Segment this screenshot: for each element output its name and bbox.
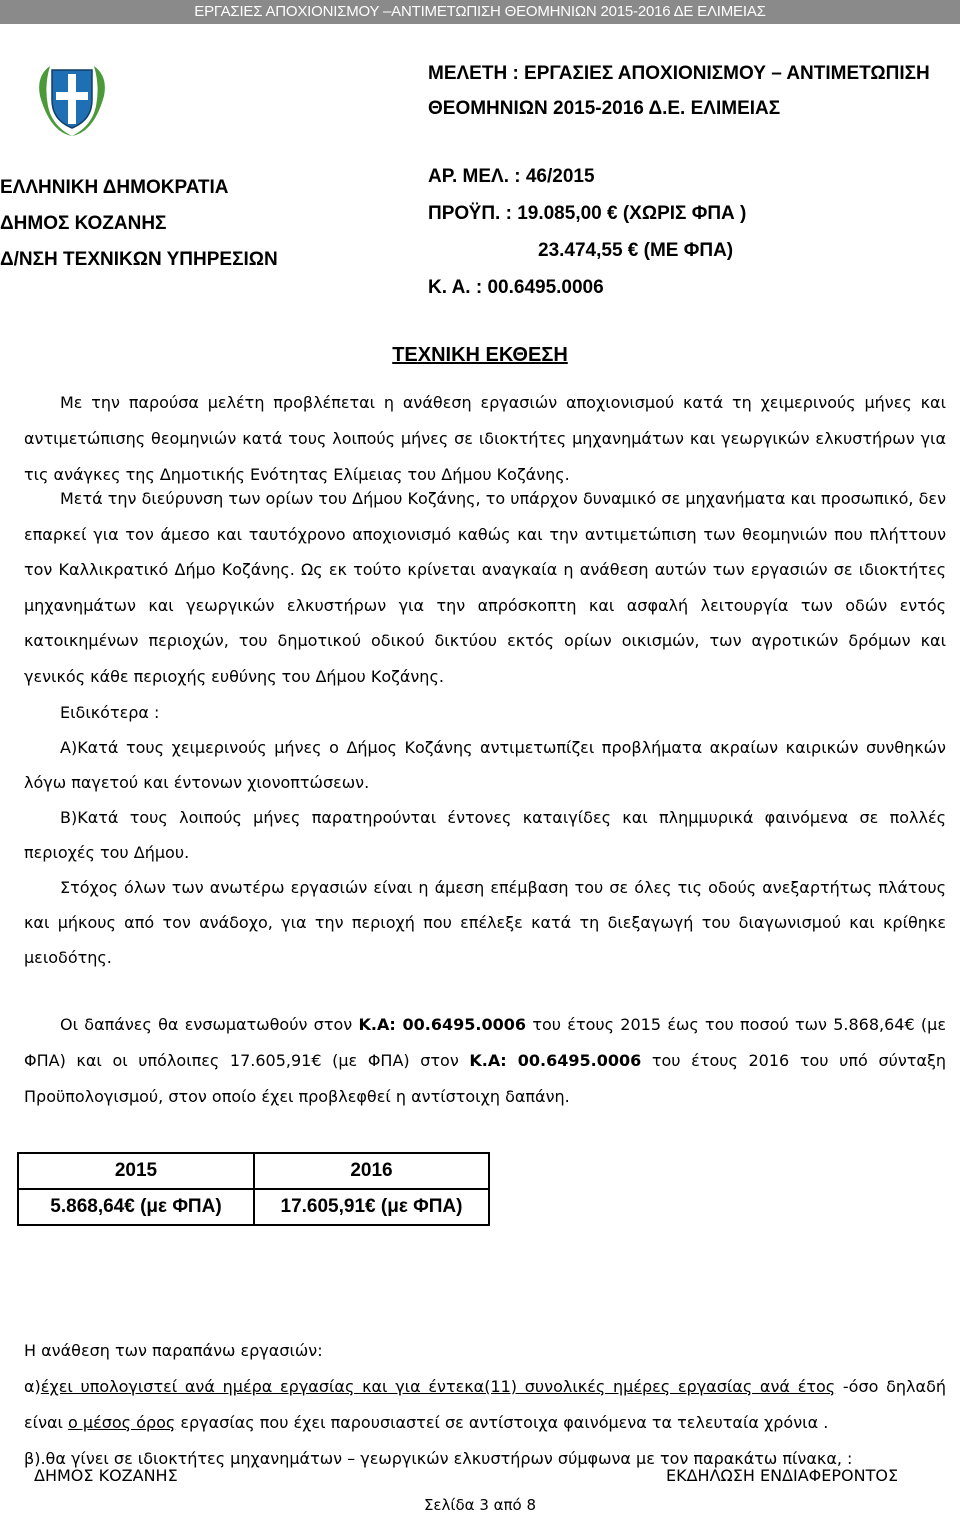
paragraph-assignment xyxy=(24,1333,946,1477)
costs-code-1: Κ.Α: 00.6495.0006 xyxy=(358,1015,527,1034)
amount-2016: 17.605,91€ (με ΦΠΑ) xyxy=(254,1189,489,1225)
item-a-average: ο μέσος όρος xyxy=(68,1413,176,1432)
costs-part2: του έτους 2015 έως του ποσού των 5.868,64€ (με ΦΠΑ) και οι υπόλοιπες 17.605,91€ (με ΦΠΑ) στον xyxy=(24,1015,947,1070)
assignment-item-b: β).θα γίνει σε ιδιοκτήτες μηχανημάτων – γεωργικών ελκυστήρων σύμφωνα με τον παρακάτω πίνακα, : xyxy=(24,1449,853,1468)
year-2016-header: 2016 xyxy=(254,1153,489,1189)
item-a-text: Α)Κατά τους χειμερινούς μήνες ο Δήμος Κοζάνης αντιμετωπίζει προβλήματα ακραίων καιρικών συνθηκών λόγω παγετού και έντονων χιονοπτώσεων. xyxy=(24,738,946,792)
yearly-amounts-table xyxy=(17,1152,490,1226)
paragraph-expansion xyxy=(24,481,946,694)
document-header-banner: ΕΡΓΑΣΙΕΣ ΑΠΟΧΙΟΝΙΣΜΟΥ –ΑΝΤΙΜΕΤΩΠΙΣΗ ΘΕΟΜΗΝΙΩΝ 2015-2016 ΔΕ ΕΛΙΜΕΙΑΣ xyxy=(0,0,960,24)
costs-code-2: Κ.Α: 00.6495.0006 xyxy=(469,1051,642,1070)
amount-2015: 5.868,64€ (με ΦΠΑ) xyxy=(18,1189,254,1225)
org-department: Δ/ΝΣΗ ΤΕΧΝΙΚΩΝ ΥΠΗΡΕΣΙΩΝ xyxy=(0,249,278,270)
budget-with-vat: 23.474,55 € (ΜΕ ΦΠΑ) xyxy=(538,240,734,261)
budget-without-vat: ΠΡΟΫΠ. : 19.085,00 € (ΧΩΡΙΣ ΦΠΑ ) xyxy=(428,203,747,224)
budget-code: Κ. Α. : 00.6495.0006 xyxy=(428,277,604,298)
item-b-text: Β)Κατά τους λοιπούς μήνες παρατηρούνται έντονες καταιγίδες και πλημμυρικά φαινόμενα σε πολλές περιοχές του Δήμου. xyxy=(24,808,946,862)
document-title: ΤΕΧΝΙΚΗ ΕΚΘΕΣΗ xyxy=(392,344,568,366)
costs-part1: Οι δαπάνες θα ενσωματωθούν στον xyxy=(60,1015,359,1034)
item-a-underlined: έχει υπολογιστεί ανά ημέρα εργασίας και για έντεκα(11) συνολικές ημέρες εργασίας ανά έτος xyxy=(40,1377,836,1396)
study-number: ΑΡ. ΜΕΛ. : 46/2015 xyxy=(428,166,595,187)
goal-text: Στόχος όλων των ανωτέρω εργασιών είναι η άμεση επέμβαση του σε όλες τις οδούς ανεξαρτήτως πλάτους και μήκους από τον ανάδοχο, για την περιοχή που επέλεξε κατά τη διεξαγωγή του διαγωνισμού και κρίθηκε μειοδότης. xyxy=(24,878,946,967)
footer-municipality: ΔΗΜΟΣ ΚΟΖΑΝΗΣ xyxy=(34,1466,178,1485)
item-a-rest: εργασίας που έχει παρουσιαστεί σε αντίστοιχα φαινόμενα τα τελευταία χρόνια . xyxy=(175,1413,829,1432)
greek-coat-of-arms-icon xyxy=(30,56,114,140)
paragraph-costs xyxy=(24,1007,946,1115)
page-number: Σελίδα 3 από 8 xyxy=(423,1496,537,1514)
specifically-label: Ειδικότερα : xyxy=(60,703,160,722)
costs-part3: του έτους 2016 του υπό σύνταξη Προϋπολογισμού, στον οποίο έχει προβλεφθεί η αντίστοιχη δαπάνη. xyxy=(24,1051,947,1106)
table-row xyxy=(18,1153,489,1189)
table-row xyxy=(18,1189,489,1225)
item-a-mid: -όσο δηλαδή είναι xyxy=(24,1377,947,1432)
intro-text: Με την παρούσα μελέτη προβλέπεται η ανάθεση εργασιών αποχιονισμού κατά τη χειμερινούς μήνες και αντιμετώπισης θεομηνιών κατά τους λοιπούς μήνες σε ιδιοκτήτες μηχανημάτων και γεωργικών ελκυστήρων για τις ανάγκες της Δημοτικής Ενότητας Ελίμειας του Δήμου Κοζάνης. xyxy=(24,393,946,484)
org-municipality: ΔΗΜΟΣ ΚΟΖΑΝΗΣ xyxy=(0,213,167,234)
costs-text xyxy=(24,1007,946,1115)
paragraph-specifics xyxy=(24,703,946,975)
assignment-item-a xyxy=(24,1369,946,1441)
footer-document-type: ΕΚΔΗΛΩΣΗ ΕΝΔΙΑΦΕΡΟΝΤΟΣ xyxy=(666,1466,899,1485)
organization-block xyxy=(0,170,278,278)
org-country: ΕΛΛΗΝΙΚΗ ΔΗΜΟΚΡΑΤΙΑ xyxy=(0,177,229,198)
paragraph-intro xyxy=(24,385,946,493)
assignment-heading: Η ανάθεση των παραπάνω εργασιών: xyxy=(24,1341,323,1360)
study-title-line1: ΜΕΛΕΤΗ : ΕΡΓΑΣΙΕΣ ΑΠΟΧΙΟΝΙΣΜΟΥ – ΑΝΤΙΜΕΤΩΠΙΣΗ xyxy=(428,63,930,84)
study-title xyxy=(428,56,930,126)
study-title-line2: ΘΕΟΜΗΝΙΩΝ 2015-2016 Δ.Ε. ΕΛΙΜΕΙΑΣ xyxy=(428,98,781,119)
year-2015-header: 2015 xyxy=(18,1153,254,1189)
references-block xyxy=(428,158,746,306)
expansion-text: Μετά την διεύρυνση των ορίων του Δήμου Κοζάνης, το υπάρχον δυναμικό σε μηχανήματα και προσωπικό, δεν επαρκεί για τον άμεσο και ταυτόχρονο αποχιονισμό καθώς και την αντιμετώπιση των θεομηνιών που πλήττουν τον Καλλικρατικό Δήμο Κοζάνης. Ως εκ τούτο κρίνεται αναγκαία η ανάθεση αυτών των εργασιών σε ιδιοκτήτες μηχανημάτων και γεωργικών ελκυστήρων για την απρόσκοπτη και ασφαλή λειτουργία των οδών εντός κατοικημένων περιοχών, του δημοτικού οδικού δικτύου εκτός ορίων οικισμών, των αγροτικών δρόμων και γενικός κάθε περιοχής ευθύνης του Δήμου Κοζάνης. xyxy=(24,489,946,686)
item-a-prefix: α) xyxy=(24,1377,41,1396)
